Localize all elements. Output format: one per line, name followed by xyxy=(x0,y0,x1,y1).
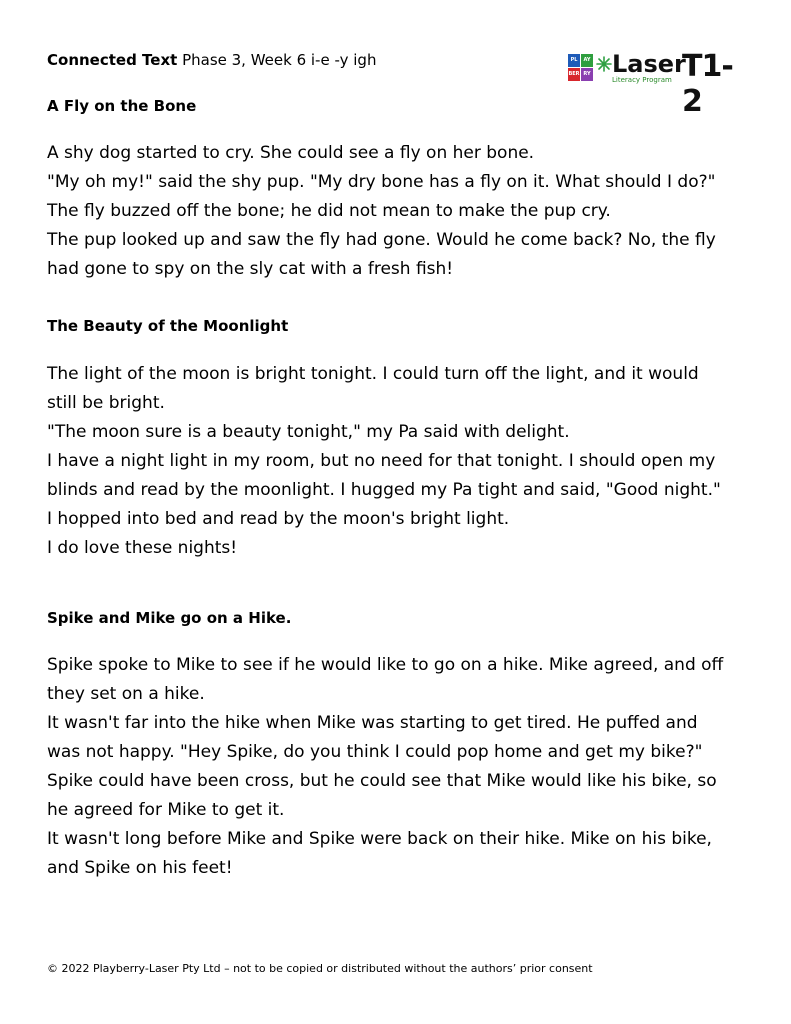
laser-logo xyxy=(568,49,748,119)
header-label-bold: Connected Text xyxy=(47,51,178,69)
text-line: "My oh my!" said the shy pup. "My dry bone has a fly on it. What should I do?" xyxy=(47,172,716,192)
section-body xyxy=(47,651,723,883)
text-line: and Spike on his feet! xyxy=(47,858,233,878)
text-line: was not happy. "Hey Spike, do you think I could pop home and get my bike?" xyxy=(47,742,703,762)
text-line: A shy dog started to cry. She could see a fly on her bone. xyxy=(47,143,535,163)
logo-tagline: Literacy Program xyxy=(612,76,672,84)
section-title: The Beauty of the Moonlight xyxy=(47,317,289,335)
section-body xyxy=(47,360,721,563)
logo-tile: BER xyxy=(568,68,580,81)
logo-wordmark: Laser xyxy=(612,50,686,78)
text-line: Spike could have been cross, but he could see that Mike would like his bike, so xyxy=(47,771,717,791)
text-line: The fly buzzed off the bone; he did not mean to make the pup cry. xyxy=(47,201,611,221)
header-label-rest: Phase 3, Week 6 i-e -y igh xyxy=(177,51,377,69)
text-line: I hopped into bed and read by the moon's bright light. xyxy=(47,509,510,529)
logo-tile: RY xyxy=(581,68,593,81)
text-line: had gone to spy on the sly cat with a fresh fish! xyxy=(47,259,454,279)
text-line: they set on a hike. xyxy=(47,684,205,704)
section-title: A Fly on the Bone xyxy=(47,97,197,115)
section-body xyxy=(47,139,716,284)
text-line: I have a night light in my room, but no need for that tonight. I should open my xyxy=(47,451,716,471)
text-line: he agreed for Mike to get it. xyxy=(47,800,285,820)
logo-tile: PL xyxy=(568,54,580,67)
level-label: T1-2 xyxy=(682,49,733,119)
text-line: It wasn't long before Mike and Spike were back on their hike. Mike on his bike, xyxy=(47,829,712,849)
text-line: Spike spoke to Mike to see if he would like to go on a hike. Mike agreed, and off xyxy=(47,655,724,675)
text-line: still be bright. xyxy=(47,393,165,413)
logo-tiles-icon xyxy=(568,54,594,82)
text-line: The pup looked up and saw the fly had gone. Would he come back? No, the fly xyxy=(47,230,716,250)
page-header xyxy=(47,50,376,70)
text-line: "The moon sure is a beauty tonight," my Pa said with delight. xyxy=(47,422,570,442)
logo-tile: AY xyxy=(581,54,593,67)
section-title: Spike and Mike go on a Hike. xyxy=(47,609,292,627)
copyright-footer: © 2022 Playberry-Laser Pty Ltd – not to be copied or distributed without the authors’ prior consent xyxy=(47,962,593,975)
text-line: I do love these nights! xyxy=(47,538,238,558)
text-line: blinds and read by the moonlight. I hugged my Pa tight and said, "Good night." xyxy=(47,480,721,500)
text-line: The light of the moon is bright tonight. I could turn off the light, and it would xyxy=(47,364,699,384)
text-line: It wasn't far into the hike when Mike was starting to get tired. He puffed and xyxy=(47,713,698,733)
starburst-icon xyxy=(596,56,612,72)
